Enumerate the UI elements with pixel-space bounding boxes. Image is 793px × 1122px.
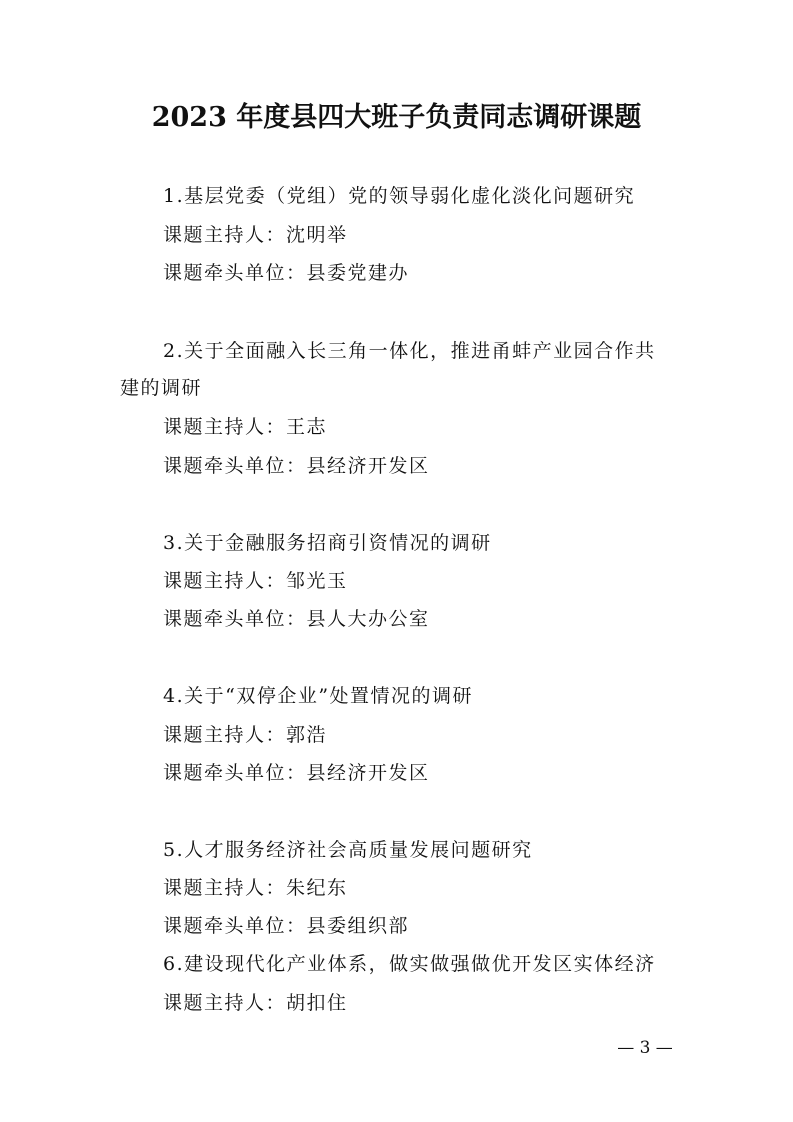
topic-6-title: 6.建设现代化产业体系，做实做强做优开发区实体经济 (163, 953, 656, 975)
topic-3-host: 课题主持人：邹光玉 (163, 570, 348, 592)
topic-1-host: 课题主持人：沈明举 (163, 224, 348, 246)
topic-6-host: 课题主持人：胡扣住 (163, 992, 348, 1014)
document-title: 2023 年度县四大班子负责同志调研课题 (151, 102, 642, 133)
topic-2-title-line2: 建的调研 (120, 377, 203, 399)
topic-1-title: 1.基层党委（党组）党的领导弱化虚化淡化问题研究 (163, 185, 636, 207)
topic-5-lead-unit: 课题牵头单位：县委组织部 (163, 915, 410, 937)
topic-2-lead-unit: 课题牵头单位：县经济开发区 (163, 455, 430, 477)
topic-2-title-line1: 2.关于全面融入长三角一体化，推进甬蚌产业园合作共 (163, 340, 656, 362)
topic-3-title: 3.关于金融服务招商引资情况的调研 (163, 532, 492, 554)
topic-2-host: 课题主持人：王志 (163, 416, 328, 438)
page-number: — 3 — (617, 1038, 673, 1058)
topic-4-title: 4.关于“双停企业”处置情况的调研 (163, 685, 474, 707)
topic-1-lead-unit: 课题牵头单位：县委党建办 (163, 262, 410, 284)
topic-4-lead-unit: 课题牵头单位：县经济开发区 (163, 762, 430, 784)
topic-5-title: 5.人才服务经济社会高质量发展问题研究 (163, 839, 533, 861)
topic-4-host: 课题主持人：郭浩 (163, 724, 328, 746)
topic-3-lead-unit: 课题牵头单位：县人大办公室 (163, 608, 430, 630)
topic-5-host: 课题主持人：朱纪东 (163, 877, 348, 899)
